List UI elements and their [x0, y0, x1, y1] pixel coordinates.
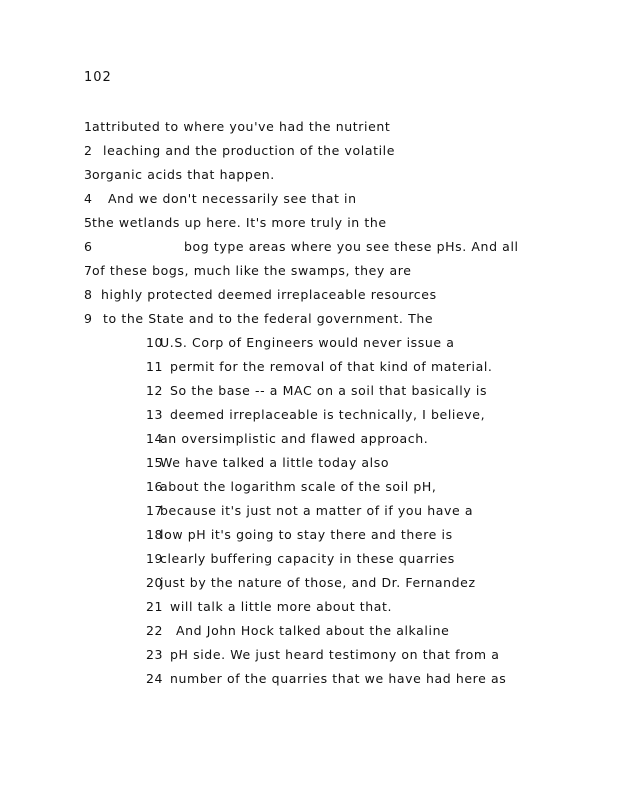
- line-number: 20: [146, 575, 164, 590]
- line-number: 7: [84, 263, 93, 278]
- line-number: 23: [146, 647, 164, 662]
- line-text: number of the quarries that we have had here as: [170, 671, 507, 686]
- line-number: 18: [146, 527, 164, 542]
- line-text: about the logarithm scale of the soil pH,: [160, 479, 437, 494]
- line-text: deemed irreplaceable is technically, I believe,: [170, 407, 486, 422]
- line-number: 9: [84, 311, 93, 326]
- line-number: 13: [146, 407, 164, 422]
- line-number: 16: [146, 479, 164, 494]
- line-number: 14: [146, 431, 164, 446]
- line-text: organic acids that happen.: [92, 167, 275, 182]
- line-number: 19: [146, 551, 164, 566]
- line-text: the wetlands up here. It's more truly in the: [92, 215, 387, 230]
- line-text: attributed to where you've had the nutrient: [92, 119, 391, 134]
- line-text: bog type areas where you see these pHs. And all: [184, 239, 519, 254]
- line-number: 22: [146, 623, 164, 638]
- line-text: So the base -- a MAC on a soil that basically is: [170, 383, 488, 398]
- line-text: because it's just not a matter of if you have a: [160, 503, 474, 518]
- line-number: 12: [146, 383, 164, 398]
- line-number: 11: [146, 359, 164, 374]
- line-text: will talk a little more about that.: [170, 599, 393, 614]
- line-text: pH side. We just heard testimony on that from a: [170, 647, 500, 662]
- line-text: clearly buffering capacity in these quarries: [160, 551, 455, 566]
- line-number: 4: [84, 191, 93, 206]
- line-text: highly protected deemed irreplaceable resources: [101, 287, 437, 302]
- line-text: permit for the removal of that kind of material.: [170, 359, 493, 374]
- line-number: 24: [146, 671, 164, 686]
- line-text: leaching and the production of the volatile: [103, 143, 396, 158]
- line-number: 1: [84, 119, 93, 134]
- line-text: to the State and to the federal government. The: [103, 311, 434, 326]
- line-number: 6: [84, 239, 93, 254]
- line-text: of these bogs, much like the swamps, they are: [92, 263, 412, 278]
- line-text: And John Hock talked about the alkaline: [176, 623, 450, 638]
- line-number: 21: [146, 599, 164, 614]
- line-number: 17: [146, 503, 164, 518]
- line-text: just by the nature of those, and Dr. Fernandez: [160, 575, 476, 590]
- line-number: 10: [146, 335, 164, 350]
- line-text: low pH it's going to stay there and there is: [160, 527, 453, 542]
- line-number: 15: [146, 455, 164, 470]
- line-number: 2: [84, 143, 93, 158]
- line-number: 5: [84, 215, 93, 230]
- line-text: And we don't necessarily see that in: [108, 191, 357, 206]
- line-text: U.S. Corp of Engineers would never issue a: [160, 335, 455, 350]
- line-text: We have talked a little today also: [160, 455, 390, 470]
- line-text: an oversimplistic and flawed approach.: [160, 431, 429, 446]
- line-number: 8: [84, 287, 93, 302]
- line-number: 3: [84, 167, 93, 182]
- page-number: 102: [84, 70, 112, 85]
